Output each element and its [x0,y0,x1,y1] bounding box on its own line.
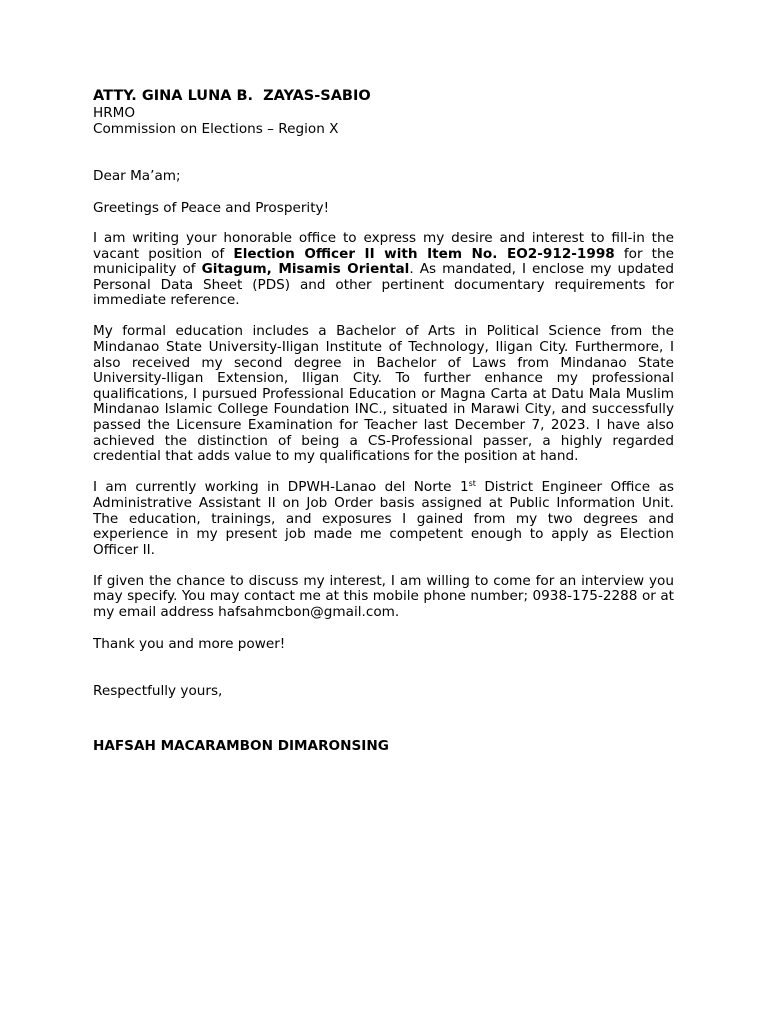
paragraph-contact: If given the chance to discuss my interest, I am willing to come for an interview you may specify. You may contact me at this mobile phone number; 0938-175-2288 or at my email address hafsahmcbon@gmail.com. [93,572,674,620]
letter-page [93,87,674,754]
paragraph-education: My formal education includes a Bachelor of Arts in Political Science from the Mindanao State University-Iligan Institute of Technology, Iligan City. Furthermore, I also received my second degree in Bachelor of Laws from Mindanao State University-Iligan Extension, Iligan City. To further enhance my professional qualifications, I pursued Professional Education or Magna Carta at Datu Mala Muslim Mindanao Islamic College Foundation INC., situated in Marawi City, and successfully passed the Licensure Examination for Teacher last December 7, 2023. I have also achieved the distinction of being a CS-Professional passer, a highly regarded credential that adds value to my qualifications for the position at hand. [93,323,674,465]
paragraph-employment-part1: I am currently working in DPWH-Lanao del Norte 1 [93,479,469,496]
thanks-line: Thank you and more power! [93,636,286,653]
addressee-name: ATTY. GINA LUNA B. ZAYAS-SABIO [93,88,371,104]
paragraph-intro-part1: I am writing your honorable office to express my desire and interest to fill-in the vacant position of [93,230,674,262]
salutation: Dear Ma’am; [93,168,181,184]
signature-name: HAFSAH MACARAMBON DIMARONSING [93,738,389,755]
paragraph-employment-part2: District Engineer Office as Administrative Assistant II on Job Order basis assigned at Public Information Unit. The education, trainings, and exposures I gained from my two degrees and experience in my present job made me competent enough to apply as Election Officer II. [93,479,674,558]
position-title: Election Officer II with Item No. EO2-912-1998 [233,245,615,262]
ordinal-suffix: st [468,479,476,489]
paragraph-intro-part2: for the municipality of [93,245,674,278]
closing-line: Respectfully yours, [93,683,223,700]
paragraph-employment [93,480,674,558]
paragraph-intro [93,231,674,309]
paragraph-intro-part3: . As mandated, I enclose my updated Personal Data Sheet (PDS) and other pertinent documentary requirements for immediate reference. [93,261,674,309]
addressee-title: HRMO [93,105,136,121]
addressee-office: Commission on Elections – Region X [93,121,339,137]
municipality-name: Gitagum, Misamis Oriental [201,261,410,278]
greeting: Greetings of Peace and Prosperity! [93,199,330,216]
